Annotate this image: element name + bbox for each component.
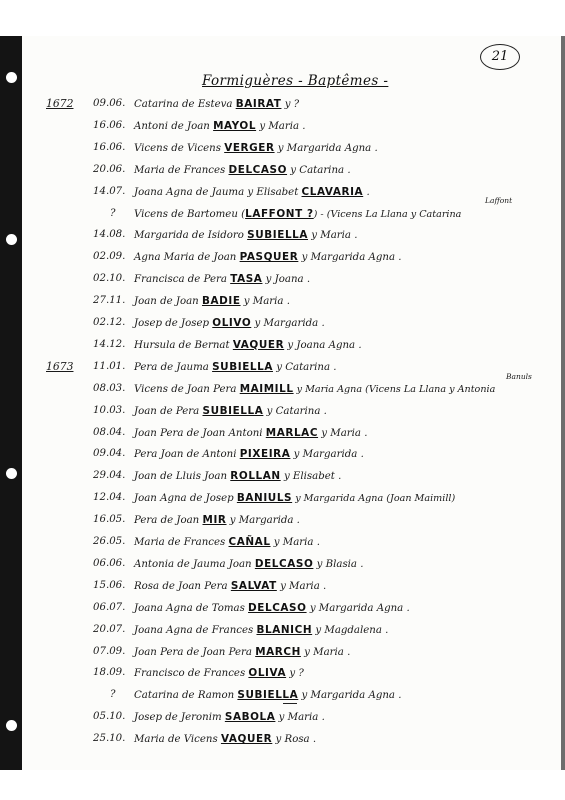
entry-names: Joan Pera de Joan Pera: [134, 646, 256, 658]
entry-surname: OLIVO: [212, 317, 252, 329]
entry-names: Catarina de Ramon: [134, 690, 238, 702]
entry-surname: BANIULS: [236, 492, 293, 505]
entry-parents: y Rosa .: [272, 734, 317, 746]
entry-text: [134, 293, 290, 310]
entry-parents: y Margarida Agna .: [274, 142, 378, 154]
entry-date: ?: [110, 689, 116, 701]
entry-text: [134, 556, 363, 573]
entry-surname: DELCASO: [248, 601, 307, 614]
entry-names: Margarida de Isidoro: [134, 230, 248, 242]
baptism-entry: [0, 512, 540, 528]
entry-surname: BADIE: [201, 295, 241, 308]
baptism-entry: [0, 556, 540, 572]
entry-text: [134, 687, 401, 704]
entry-text: [134, 96, 299, 113]
baptism-entry: [0, 425, 540, 441]
baptism-entry: [0, 665, 540, 681]
baptism-entry: [0, 446, 540, 462]
baptism-entry: [0, 622, 540, 638]
baptism-entry: [0, 731, 540, 747]
baptism-entry: [0, 184, 540, 200]
entry-parents: ) - (Vicens La Llana y Catarina: [313, 208, 462, 220]
baptism-entry: [0, 644, 540, 660]
entry-date: 06.06.: [93, 557, 126, 569]
entry-date: 09.06.: [93, 98, 126, 109]
entry-surname: SABOLA: [224, 711, 276, 724]
entry-text: [134, 140, 378, 157]
entry-parents: y Catarina .: [263, 405, 327, 417]
entry-date: 07.09.: [93, 645, 126, 657]
entry-names: Maria de Frances: [134, 537, 229, 548]
entry-text: [134, 249, 402, 266]
baptism-entry: [0, 687, 540, 703]
entry-surname: MIR: [202, 514, 227, 527]
baptism-entry: [0, 96, 540, 112]
entry-date: 29.04.: [93, 470, 126, 482]
entry-surname: CLAVARIA: [301, 185, 364, 198]
entry-text: [134, 403, 327, 420]
entry-surname: MAYOL: [213, 119, 257, 132]
entry-parents: y ?: [281, 99, 300, 110]
entry-parents: y Maria .: [270, 537, 320, 548]
baptism-entry: [0, 359, 540, 375]
entry-names: Josep de Jeronim: [134, 712, 225, 724]
entry-names: Vicens de Bartomeu (: [134, 208, 246, 220]
entry-surname: SUBIELLA: [202, 404, 264, 417]
entry-text: [134, 622, 388, 639]
entry-year: 1672: [46, 97, 74, 110]
entry-surname: VAQUER: [232, 338, 285, 351]
entry-parents: y Margarida .: [226, 515, 300, 527]
entry-parents: y Catarina .: [272, 361, 337, 373]
entry-text: [134, 359, 337, 376]
entry-parents: y Blasia .: [313, 558, 364, 570]
entry-date: ?: [110, 207, 116, 219]
entry-parents: y Margarida Agna .: [298, 252, 402, 264]
baptism-entry: [0, 293, 540, 309]
entry-text: [134, 446, 364, 463]
entry-text: [134, 578, 326, 595]
entry-text: [134, 315, 325, 332]
scan-bottom-margin: [0, 770, 565, 800]
entry-parents: y ?: [286, 668, 304, 680]
baptism-entry: [0, 490, 540, 506]
entry-text: [134, 468, 341, 485]
punch-hole: [6, 72, 17, 83]
baptism-entry: [0, 337, 540, 353]
entry-text: [134, 731, 316, 748]
entry-date: 08.03.: [93, 382, 126, 394]
baptism-entry: [0, 271, 540, 287]
entry-text: [134, 709, 325, 726]
entry-text: [134, 490, 455, 507]
entry-parents: y Joana .: [262, 274, 311, 286]
entry-names: Josep de Josep: [134, 318, 213, 329]
entry-date: 02.10.: [93, 273, 126, 285]
entry-date: 09.04.: [93, 448, 126, 460]
entry-names: Joan Agna de Josep: [134, 493, 237, 505]
entry-surname: LAFFONT ?: [245, 207, 314, 220]
entry-names: Pera de Joan: [134, 515, 203, 527]
entry-names: Maria de Frances: [134, 164, 229, 176]
entry-date: 06.07.: [93, 601, 126, 613]
entry-names: Maria de Vicens: [134, 734, 221, 746]
entry-text: [134, 512, 300, 529]
entry-text: [134, 425, 367, 442]
entry-names: Vicens de Vicens: [134, 142, 225, 154]
entry-parents: y Maria .: [300, 646, 351, 658]
entry-parents: .: [363, 186, 370, 198]
baptism-entry: [0, 162, 540, 178]
entry-parents: y Catarina .: [287, 164, 351, 176]
entry-date: 14.12.: [93, 338, 126, 350]
entry-surname: SUBIELLA: [237, 689, 299, 702]
entry-names: Joana Agna de Tomas: [134, 602, 249, 614]
entry-names: Pera Joan de Antoni: [134, 449, 240, 461]
entry-text: [134, 337, 362, 354]
entry-text: [134, 227, 357, 244]
entry-parents: y Elisabet .: [280, 471, 342, 483]
entry-date: 25.10.: [93, 733, 126, 745]
entry-parents: y Margarida .: [290, 449, 364, 461]
entry-parents: y Margarida Agna (Joan Maimill): [292, 493, 456, 505]
entry-parents: y Margarida Agna .: [298, 690, 402, 702]
entry-names: Joan de Pera: [134, 405, 203, 417]
scan-top-margin: [0, 0, 565, 36]
page-number: 21: [480, 44, 520, 70]
entry-date: 14.07.: [93, 185, 126, 197]
scan-right-edge: [561, 36, 565, 770]
margin-note-laffont: Laffont: [485, 196, 513, 205]
entry-text: [134, 600, 410, 617]
entry-text: [134, 534, 320, 551]
entry-surname: OLIVA: [248, 667, 287, 680]
end-of-list-dash: [283, 703, 297, 704]
baptism-entry: [0, 315, 540, 331]
entry-names: Antonia de Jauma Joan: [134, 558, 255, 570]
entry-surname: PASQUER: [239, 251, 299, 264]
entry-parents: y Margarida Agna .: [306, 602, 410, 614]
entry-surname: VERGER: [224, 141, 275, 154]
entry-surname: SALVAT: [230, 579, 277, 592]
entry-parents: y Maria .: [256, 120, 306, 132]
entry-date: 18.09.: [93, 667, 126, 679]
entry-names: Agna Maria de Joan: [134, 252, 240, 264]
entry-names: Joan de Lluis Joan: [134, 471, 231, 483]
entry-surname: CAÑAL: [228, 536, 271, 548]
entry-names: Pera de Jauma: [134, 361, 213, 373]
entry-date: 05.10.: [93, 711, 126, 723]
entry-text: [134, 184, 370, 201]
baptism-entry: [0, 381, 540, 397]
entry-surname: MARLAC: [265, 426, 319, 439]
baptism-entry: [0, 249, 540, 265]
entry-text: [134, 271, 310, 288]
entry-surname: ROLLAN: [230, 470, 281, 483]
entry-parents: y Joana Agna .: [284, 339, 362, 351]
entry-names: Antoni de Joan: [134, 120, 214, 132]
entry-date: 14.08.: [93, 229, 126, 241]
margin-note-banuls: Banuls: [506, 372, 532, 381]
entry-parents: y Magdalena .: [312, 624, 389, 636]
baptism-entry: [0, 709, 540, 725]
baptism-entry: [0, 534, 540, 550]
entry-parents: y Maria .: [308, 230, 358, 242]
entry-date: 20.07.: [93, 623, 126, 635]
entry-date: 16.06.: [93, 141, 126, 153]
entry-surname: DELCASO: [254, 557, 314, 570]
baptism-entry: [0, 600, 540, 616]
baptism-entry: [0, 403, 540, 419]
entry-text: [134, 381, 495, 398]
entry-names: Francisco de Frances: [134, 668, 249, 680]
entry-date: 02.09.: [93, 251, 126, 263]
entry-parents: y Maria .: [318, 427, 368, 439]
entry-date: 12.04.: [93, 492, 126, 504]
entry-names: Vicens de Joan Pera: [134, 383, 240, 395]
entry-text: [134, 665, 304, 682]
entry-date: 27.11.: [93, 295, 126, 307]
entry-names: Rosa de Joan Pera: [134, 580, 231, 592]
entry-date: 10.03.: [93, 404, 126, 416]
entry-surname: PIXEIRA: [239, 448, 291, 461]
entry-parents: y Maria Agna (Vicens La Llana y Antonia: [293, 383, 496, 395]
entry-parents: y Maria .: [275, 712, 325, 724]
entry-date: 15.06.: [93, 579, 126, 591]
entry-date: 16.06.: [93, 119, 126, 131]
entry-text: [134, 162, 351, 179]
entry-parents: y Maria .: [276, 580, 327, 592]
baptism-entry: [0, 468, 540, 484]
entry-surname: BLANICH: [256, 623, 313, 636]
entry-date: 11.01.: [93, 360, 126, 372]
entry-date: 16.05.: [93, 514, 126, 526]
entry-text: [134, 118, 306, 135]
entry-date: 02.12.: [93, 317, 126, 328]
entry-names: Hursula de Bernat: [134, 339, 233, 351]
entry-surname: MARCH: [255, 645, 301, 658]
entry-surname: SUBIELLA: [247, 229, 309, 242]
baptism-entry: [0, 118, 540, 134]
entry-year: 1673: [46, 359, 74, 373]
entry-date: 26.05.: [93, 536, 126, 547]
entry-names: Joan Pera de Joan Antoni: [134, 427, 266, 439]
baptism-entry: [0, 227, 540, 243]
entry-text: [134, 206, 461, 223]
entry-parents: y Margarida .: [251, 318, 325, 329]
baptism-entry: [0, 206, 540, 222]
entry-names: Joana Agna de Frances: [134, 624, 257, 636]
entry-date: 20.06.: [93, 163, 126, 175]
baptism-entry: [0, 140, 540, 156]
entry-parents: y Maria .: [240, 296, 290, 308]
entry-surname: DELCASO: [228, 163, 288, 176]
entry-text: [134, 644, 350, 661]
entry-names: Catarina de Esteva: [134, 99, 236, 110]
entry-names: Joana Agna de Jauma y Elisabet: [134, 186, 302, 198]
page-title: Formiguères - Baptêmes -: [202, 73, 389, 89]
entry-surname: VAQUER: [220, 733, 273, 746]
baptism-entry: [0, 578, 540, 594]
entry-surname: TASA: [230, 273, 263, 286]
entry-surname: SUBIELLA: [212, 360, 273, 373]
entry-surname: BAIRAT: [235, 98, 282, 110]
entry-date: 08.04.: [93, 426, 126, 438]
entry-names: Joan de Joan: [134, 296, 202, 308]
entry-names: Francisca de Pera: [134, 274, 231, 286]
entry-surname: MAIMILL: [239, 382, 294, 395]
